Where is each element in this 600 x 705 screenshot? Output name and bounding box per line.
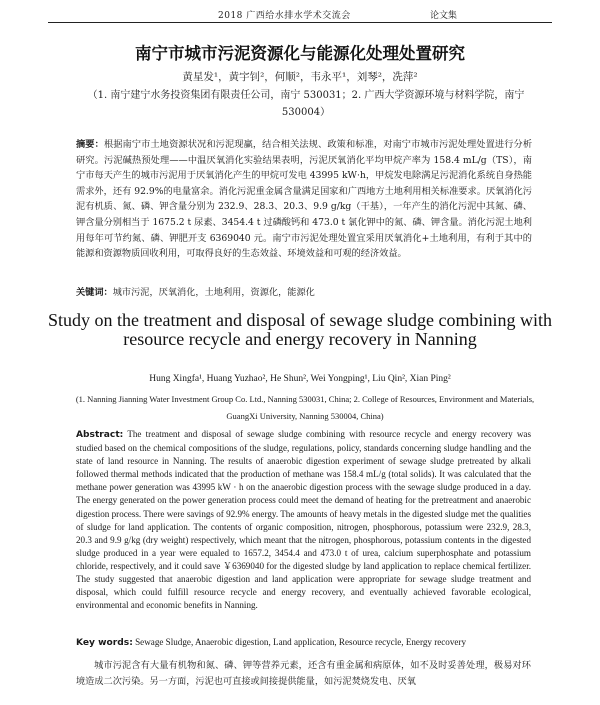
english-keywords bbox=[76, 637, 546, 648]
chinese-keywords-label: 关键词： bbox=[76, 287, 113, 298]
english-title: Study on the treatment and disposal of sewage sludge combining with resource recycle and energy recovery in Nanning bbox=[48, 310, 552, 349]
chinese-abstract-label: 摘要： bbox=[76, 139, 104, 150]
english-affiliation: (1. Nanning Jianning Water Investment Group Co. Ltd., Nanning 530031, China; 2. College of Resources, Environment and Materials, GuangXi University, Nanning 530004, China) bbox=[75, 394, 535, 421]
english-abstract bbox=[76, 428, 531, 612]
chinese-keywords-text: 城市污泥，厌氧消化，土地利用，资源化，能源化 bbox=[112, 287, 315, 298]
chinese-title: 南宁市城市污泥资源化与能源化处理处置研究 bbox=[135, 44, 465, 63]
english-abstract-text: The treatment and disposal of sewage sludge combining with resource recycle and energy recovery was studied based on the chemical compositions of the sludge, regulations, policy, standards concerning sludge handling and the state of land resource in Nanning. The results of anaerobic digestion experiment of sewage sludge pretreated by alkali followed thermal methods indicated that the production of methane was 158.4 mL/g (total solids). It was calculated that the methane power generation was 43995 kW · h on the anaerobic digestion process with the sewage sludge produced in a day. The energy generated on the power generation process could meet the demand of heating for the pretreatment and anaerobic digestion process. There were savings of 92.9% energy. The amounts of heavy metals in the digested sludge met the qualities of sludge for land application. The contents of organic composition, nitrogen, phosphorous, potassium were 232.9, 28.3, 20.3 and 9.9 g/kg (dry weight) respectively, which meant that the nitrogen, phosphorous, potassium contents in the digested sludge produced in a year were equaled to 1657.2, 3454.4 and 473.0 t of urea, calcium superphosphate and potassium chloride, respectively, and it could save ￥6369040 for the digested sludge by land application to replace chemical fertilizer. The study suggested that anaerobic digestion and land application were appropriate for sewage sludge treatment and disposal, which could fulfill resource recycle and energy recovery, and eventually achieved favorable ecological, environmental and economic benefits in Nanning. bbox=[76, 429, 531, 611]
body-paragraph-text: 城市污泥含有大量有机物和氮、磷、钾等营养元素，还含有重金属和病原体，如不及时妥善处理，极易对环境造成二次污染。另一方面，污泥也可直接或间接提供能量，如污泥焚烧发电、厌氧 bbox=[76, 660, 531, 687]
chinese-affiliation: （1. 南宁建宁水务投资集团有限责任公司，南宁 530031；2. 广西大学资源环境与材料学院，南宁 530004） bbox=[87, 90, 525, 118]
chinese-authors: 黄星发¹，黄宇钊²，何顺²，韦永平¹，刘琴²，冼萍² bbox=[182, 71, 418, 83]
english-authors: Hung Xingfa¹, Huang Yuzhao², He Shun², Wei Yongping¹, Liu Qin², Xian Ping² bbox=[149, 374, 451, 384]
header-proceedings: 论文集 bbox=[430, 11, 458, 21]
english-abstract-label: Abstract: bbox=[76, 430, 124, 440]
header-conference: 2018 广西给水排水学术交流会 bbox=[218, 11, 351, 21]
chinese-abstract bbox=[76, 137, 532, 262]
chinese-keywords bbox=[76, 284, 536, 298]
body-paragraph bbox=[76, 658, 531, 689]
english-keywords-label: Key words: bbox=[76, 638, 133, 648]
chinese-abstract-text: 根据南宁市土地资源状况和污泥现赢，结合相关法规、政策和标准，对南宁市城市污泥处理处置进行分析研究。污泥碱热预处理——中温厌氧消化实验结果表明，污泥厌氧消化平均甲烷产率为 158.4 mL/g（TS），南宁市每天产生的城市污泥用于厌氧消化产生的甲烷可发电 43995 kW·h，甲烷发电除满足污泥消化系统自身热能需求外，还有 92.9%的电量富余。消化污泥重金属含量满足国家和广西地方土地利用相关标准要求。厌氧消化污泥有机质、氮、磷、钾含量分别为 232.9、28.3、20.3、9.9 g/kg（干基），一年产生的消化污泥中其氮、磷、钾含量分别相当于 1675.2 t 尿素、3454.4 t 过磷酸钙和 473.0 t 氯化钾中的氮、磷、钾含量。消化污泥土地利用每年可节约氮、磷、钾肥开支 6369040 元。南宁市污泥处理处置宜采用厌氧消化+土地利用，有利于其中的能源和资源物质回收利用，可取得良好的生态效益、环境效益和可观的经济效益。 bbox=[76, 139, 533, 260]
running-header bbox=[48, 6, 552, 23]
english-keywords-text: Sewage Sludge, Anaerobic digestion, Land application, Resource recycle, Energy recovery bbox=[135, 637, 467, 647]
